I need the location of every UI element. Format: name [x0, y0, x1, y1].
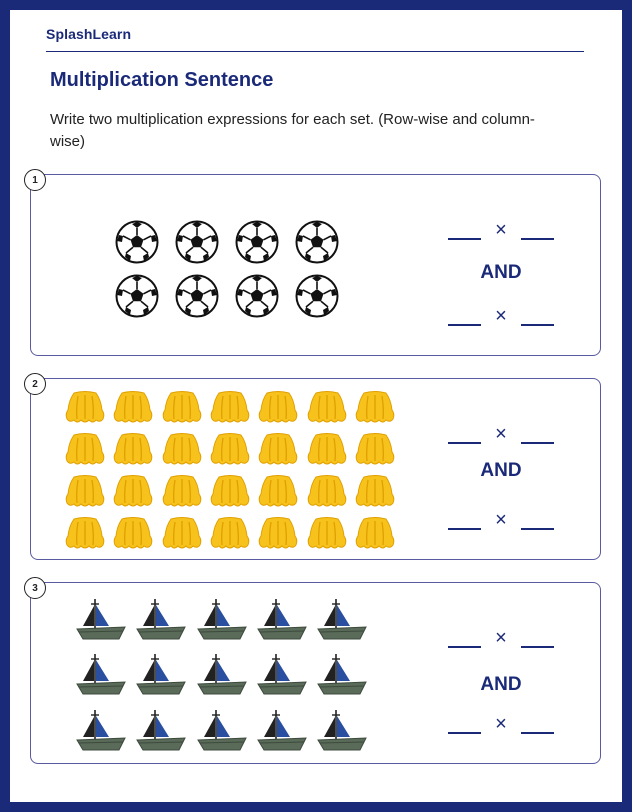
soccer-ball-icon: [287, 269, 347, 323]
answer-blank[interactable]: [521, 442, 554, 444]
soccer-ball-icon: [107, 269, 167, 323]
sailboat-icon: [71, 591, 131, 647]
expression-row-1: [446, 221, 556, 245]
sailboat-icon: [131, 647, 191, 703]
jelly-icon: [61, 428, 109, 470]
jelly-icon: [109, 428, 157, 470]
sailboat-icon: [252, 702, 312, 758]
times-sign: ×: [495, 219, 507, 241]
answer-blank[interactable]: [521, 732, 554, 734]
jelly-icon: [302, 512, 350, 554]
problem-card-1: [30, 174, 601, 356]
soccer-ball-icon: [167, 215, 227, 269]
jelly-icon: [351, 428, 399, 470]
sailboat-icon: [131, 702, 191, 758]
soccer-ball-icon: [227, 215, 287, 269]
problem-card-2: [30, 378, 601, 560]
jelly-icon: [206, 512, 254, 554]
problem-card-3: [30, 582, 601, 764]
sailboat-icon: [312, 647, 372, 703]
sailboat-icon: [71, 702, 131, 758]
sailboat-icon: [312, 591, 372, 647]
worksheet-page: [10, 10, 622, 802]
soccer-ball-icon: [227, 269, 287, 323]
times-sign: ×: [495, 509, 507, 531]
instructions: Write two multiplication expressions for each set. (Row-wise and column-wise): [50, 111, 535, 150]
and-label: AND: [480, 262, 522, 283]
sailboat-icon: [192, 702, 252, 758]
jelly-icon: [158, 386, 206, 428]
sailboat-icon: [312, 702, 372, 758]
soccer-ball-icon: [107, 215, 167, 269]
object-grid: [71, 591, 372, 758]
jelly-icon: [206, 470, 254, 512]
jelly-icon: [254, 512, 302, 554]
expression-row-1: [446, 629, 556, 653]
object-grid: [61, 386, 399, 554]
problem-number-badge: 2: [24, 373, 46, 395]
jelly-icon: [351, 470, 399, 512]
sailboat-icon: [71, 647, 131, 703]
times-sign: ×: [495, 713, 507, 735]
jelly-icon: [109, 470, 157, 512]
jelly-icon: [158, 512, 206, 554]
problem-number-badge: 1: [24, 169, 46, 191]
jelly-icon: [61, 512, 109, 554]
expression-row-2: [446, 715, 556, 739]
and-label: AND: [480, 674, 522, 695]
jelly-icon: [351, 386, 399, 428]
jelly-icon: [109, 386, 157, 428]
jelly-icon: [61, 470, 109, 512]
sailboat-icon: [192, 591, 252, 647]
jelly-icon: [109, 512, 157, 554]
jelly-icon: [61, 386, 109, 428]
and-label: AND: [480, 460, 522, 481]
expression-row-2: [446, 511, 556, 535]
answer-blank[interactable]: [521, 324, 554, 326]
answer-blank[interactable]: [521, 528, 554, 530]
jelly-icon: [254, 428, 302, 470]
jelly-icon: [158, 428, 206, 470]
sailboat-icon: [192, 647, 252, 703]
times-sign: ×: [495, 305, 507, 327]
soccer-ball-icon: [287, 215, 347, 269]
page-title: Multiplication Sentence: [50, 69, 274, 91]
jelly-icon: [254, 386, 302, 428]
jelly-icon: [351, 512, 399, 554]
sailboat-icon: [252, 647, 312, 703]
jelly-icon: [302, 428, 350, 470]
jelly-icon: [302, 386, 350, 428]
answer-blank[interactable]: [521, 238, 554, 240]
times-sign: ×: [495, 423, 507, 445]
brand-logo: SplashLearn: [46, 26, 132, 42]
expression-row-2: [446, 307, 556, 331]
soccer-ball-icon: [167, 269, 227, 323]
times-sign: ×: [495, 627, 507, 649]
problem-number-badge: 3: [24, 577, 46, 599]
object-grid: [107, 215, 347, 323]
answer-blank[interactable]: [521, 646, 554, 648]
jelly-icon: [158, 470, 206, 512]
jelly-icon: [206, 386, 254, 428]
header-divider: [46, 51, 584, 52]
jelly-icon: [206, 428, 254, 470]
sailboat-icon: [131, 591, 191, 647]
jelly-icon: [302, 470, 350, 512]
jelly-icon: [254, 470, 302, 512]
sailboat-icon: [252, 591, 312, 647]
expression-row-1: [446, 425, 556, 449]
